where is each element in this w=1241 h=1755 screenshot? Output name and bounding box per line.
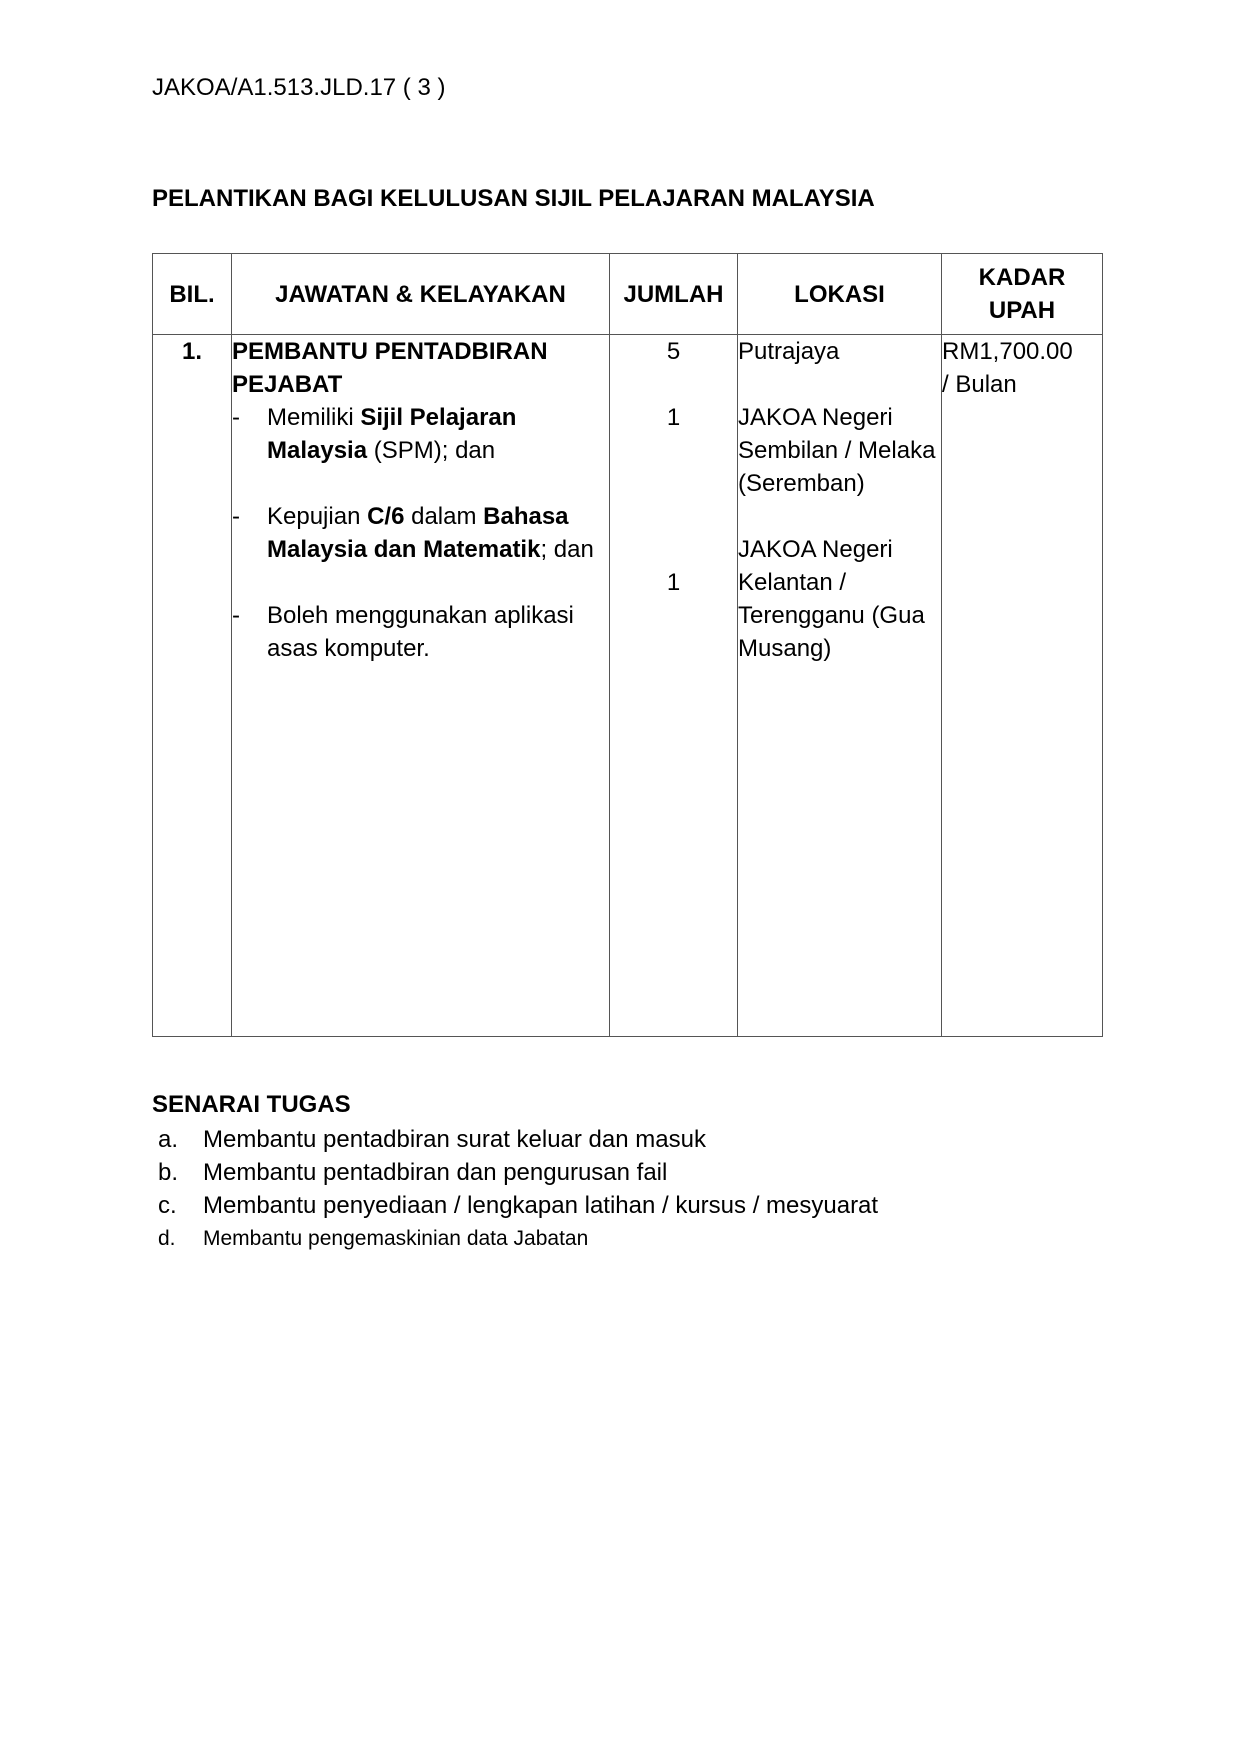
list-item — [152, 1123, 878, 1156]
list-item-text: Membantu pentadbiran dan pengurusan fail — [203, 1159, 668, 1186]
qualification-dash: - — [232, 602, 240, 629]
qualification-item — [232, 401, 609, 467]
duties-heading: SENARAI TUGAS — [152, 1091, 351, 1118]
list-item-label: d. — [158, 1227, 176, 1250]
header-kadar-line2: UPAH — [988, 297, 1056, 324]
jumlah-value: 1 — [666, 404, 681, 431]
qualification-text: Kepujian C/6 dalam Bahasa Malaysia dan Matematik; dan — [267, 503, 594, 563]
table-header-row — [153, 254, 1103, 335]
header-bil: BIL. — [153, 254, 232, 335]
list-item-text: Membantu penyediaan / lengkapan latihan / kursus / mesyuarat — [203, 1192, 879, 1219]
list-item — [152, 1189, 878, 1222]
list-item-label: b. — [158, 1159, 179, 1186]
lokasi-value: JAKOA Negeri Kelantan / Terengganu (Gua Musang) — [738, 536, 925, 662]
kadar-amount: RM1,700.00 — [942, 338, 1073, 365]
table-row — [153, 335, 1103, 1037]
header-kadar-line1: KADAR — [978, 264, 1066, 291]
post-title: PEMBANTU PENTADBIRAN PEJABAT — [232, 338, 548, 398]
jumlah-value: 1 — [666, 569, 681, 596]
header-lokasi: LOKASI — [738, 254, 942, 335]
header-jawatan: JAWATAN & KELAYAKAN — [232, 254, 610, 335]
qualification-item — [232, 500, 609, 566]
jumlah-value: 5 — [666, 338, 681, 365]
qualification-text: Memiliki Sijil Pelajaran Malaysia (SPM); dan — [267, 404, 517, 464]
cell-kadar-upah — [942, 335, 1103, 1037]
cell-bil: 1. — [153, 335, 232, 1037]
list-item-label: c. — [158, 1192, 177, 1219]
header-jumlah: JUMLAH — [610, 254, 738, 335]
lokasi-value: JAKOA Negeri Sembilan / Melaka (Seremban) — [738, 404, 936, 497]
header-kadar-upah — [942, 254, 1103, 335]
document-reference: JAKOA/A1.513.JLD.17 ( 3 ) — [152, 74, 446, 101]
list-item-text: Membantu pengemaskinian data Jabatan — [203, 1227, 589, 1250]
lokasi-value: Putrajaya — [738, 338, 840, 365]
qualification-dash: - — [232, 404, 240, 431]
list-item-text: Membantu pentadbiran surat keluar dan masuk — [203, 1126, 706, 1153]
cell-jawatan-kelayakan — [232, 335, 610, 1037]
cell-jumlah — [610, 335, 738, 1037]
qualification-text: Boleh menggunakan aplikasi asas komputer. — [267, 602, 574, 662]
appointment-table — [152, 253, 1103, 1037]
cell-lokasi — [738, 335, 942, 1037]
page-title: PELANTIKAN BAGI KELULUSAN SIJIL PELAJARAN MALAYSIA — [152, 185, 875, 212]
list-item — [152, 1222, 878, 1255]
kadar-period: / Bulan — [942, 371, 1017, 398]
list-item — [152, 1156, 878, 1189]
list-item-label: a. — [158, 1126, 179, 1153]
qualification-item — [232, 599, 609, 665]
qualification-dash: - — [232, 503, 240, 530]
duties-section — [152, 1088, 878, 1255]
